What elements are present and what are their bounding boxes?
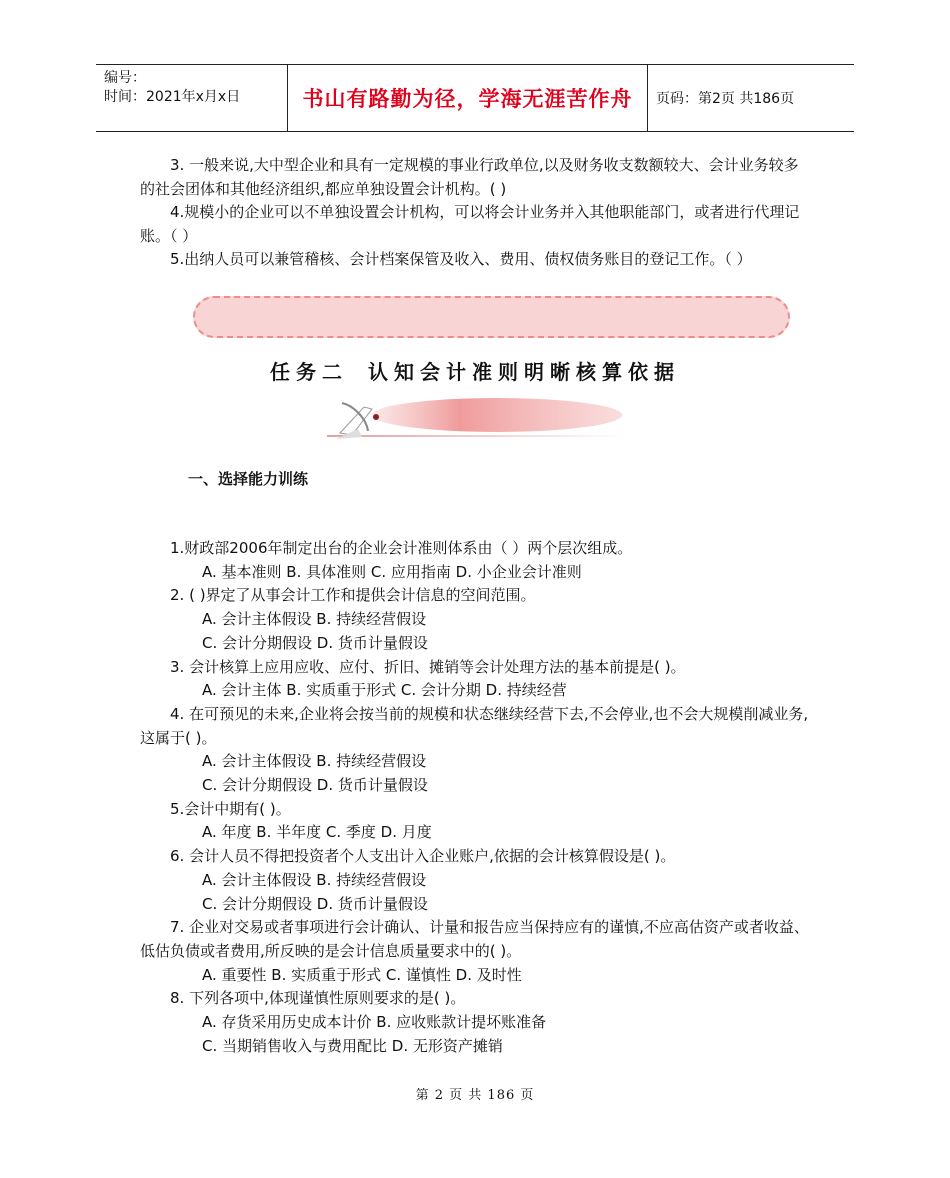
question-options: A. 存货采用历史成本计价 B. 应收账款计提坏账准备	[202, 1013, 547, 1032]
decorative-banner	[193, 296, 790, 338]
header-meta	[96, 65, 288, 131]
question-stem: 7. 企业对交易或者事项进行会计确认、计量和报告应当保持应有的谨慎,不应高估资产或者收益、低估负债或者费用,所反映的是会计信息质量要求中的( )。	[140, 918, 809, 960]
task-title-number: 任务二	[270, 360, 348, 384]
question-stem: 6. 会计人员不得把投资者个人支出计入企业账户,依据的会计核算假设是( )。	[170, 847, 676, 866]
page-footer: 第 2 页 共 186 页	[415, 1088, 535, 1103]
question-options: C. 会计分期假设 D. 货币计量假设	[202, 633, 428, 652]
question-list	[140, 537, 812, 1058]
question-options: A. 年度 B. 半年度 C. 季度 D. 月度	[202, 823, 432, 842]
question-options: A. 会计主体 B. 实质重于形式 C. 会计分期 D. 持续经营	[202, 681, 567, 700]
question-stem: 1.财政部2006年制定出台的企业会计准则体系由（ ）两个层次组成。	[170, 539, 633, 557]
question-options: A. 重要性 B. 实质重于形式 C. 谨慎性 D. 及时性	[202, 965, 522, 984]
section-title: 一、选择能力训练	[188, 470, 309, 488]
question-options: C. 当期销售收入与费用配比 D. 无形资产摊销	[202, 1036, 503, 1055]
question-options: C. 会计分期假设 D. 货币计量假设	[202, 894, 428, 913]
task-title-text: 认知会计准则明晰核算依据	[368, 360, 680, 384]
question-options: C. 会计分期假设 D. 货币计量假设	[202, 776, 428, 795]
document-time-label: 时间：2021年x月x日	[104, 89, 241, 105]
quill-pen-icon	[336, 403, 372, 439]
question-options: A. 会计主体假设 B. 持续经营假设	[202, 610, 427, 629]
header-page-info: 页码：第2页 共186页	[656, 91, 795, 107]
document-number-label: 编号：	[104, 70, 146, 86]
decorative-swoosh-graphic	[322, 395, 632, 445]
top-paragraphs	[140, 154, 812, 272]
question-stem: 2. ( )界定了从事会计工作和提供会计信息的空间范围。	[170, 586, 536, 605]
paragraph: 3. 一般来说,大中型企业和具有一定规模的事业行政单位,以及财务收支数额较大、会计业务较多的社会团体和其他经济组织,都应单独设置会计机构。( )	[140, 156, 799, 198]
paragraph: 4.规模小的企业可以不单独设置会计机构，可以将会计业务并入其他职能部门，或者进行代理记账。（ ）	[140, 203, 800, 245]
paragraph: 5.出纳人员可以兼管稽核、会计档案保管及收入、费用、债权债务账目的登记工作。（ ）	[170, 250, 752, 268]
question-stem: 5.会计中期有( )。	[170, 799, 291, 818]
page-header	[96, 64, 854, 132]
header-slogan: 书山有路勤为径，学海无涯苦作舟	[288, 65, 648, 131]
task-title	[0, 356, 950, 385]
question-options: A. 会计主体假设 B. 持续经营假设	[202, 752, 427, 771]
question-stem: 4. 在可预见的未来,企业将会按当前的规模和状态继续经营下去,不会停业,也不会大规模削减业务,这属于( )。	[140, 704, 809, 747]
question-stem: 3. 会计核算上应用应收、应付、折旧、摊销等会计处理方法的基本前提是( )。	[170, 657, 686, 676]
question-options: A. 基本准则 B. 具体准则 C. 应用指南 D. 小企业会计准则	[202, 562, 582, 581]
question-options: A. 会计主体假设 B. 持续经营假设	[202, 870, 427, 889]
question-stem: 8. 下列各项中,体现谨慎性原则要求的是( )。	[170, 989, 466, 1008]
